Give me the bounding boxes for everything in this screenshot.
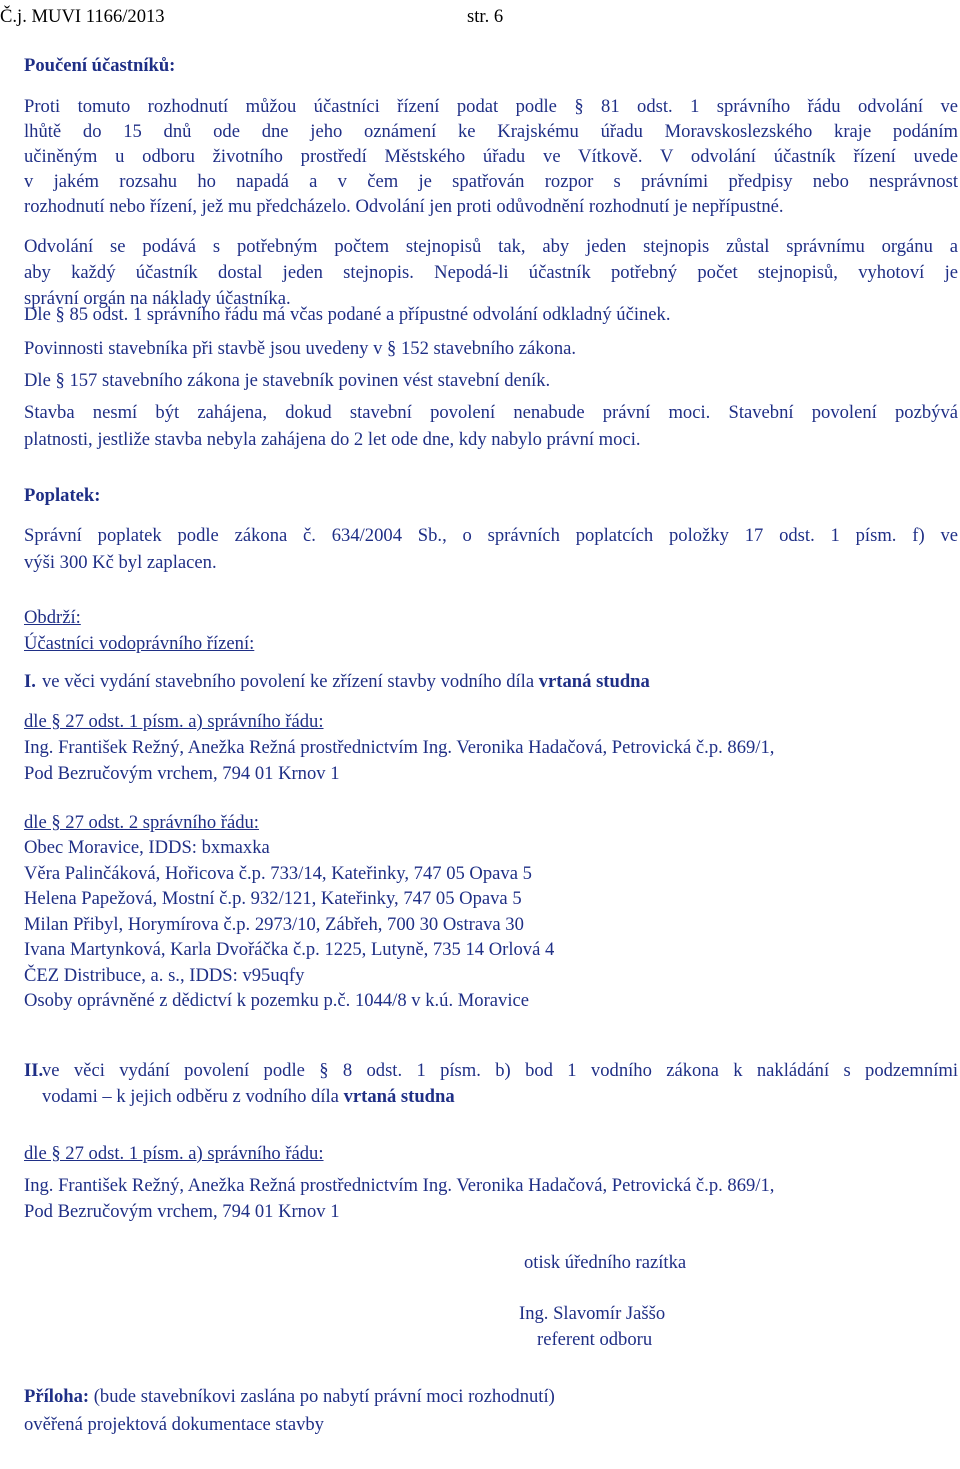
section-heading-obdrzi: Obdrží: xyxy=(24,607,81,628)
group-label-27-1a: dle § 27 odst. 1 písm. a) správního řádu: xyxy=(24,711,324,732)
recipient-list-a xyxy=(24,735,774,787)
section-ii-bold: vrtaná studna xyxy=(343,1086,455,1107)
paragraph-line: Správní poplatek podle zákona č. 634/2004 Sb., o správních poplatcích položky 17 odst. 1 písm. f) ve xyxy=(24,525,958,546)
paragraph-line: platnosti, jestliže stavba nebyla zahájena do 2 let ode dne, kdy nabylo právní moci. xyxy=(24,429,641,450)
paragraph-line: učiněným u odboru životního prostředí Městského úřadu ve Vítkově. V odvolání účastník řízení uvede xyxy=(24,146,958,167)
recipient-list-ii-a xyxy=(24,1173,774,1225)
recipient-line: Osoby oprávněné z dědictví k pozemku p.č. 1044/8 v k.ú. Moravice xyxy=(24,990,530,1011)
recipient-line: ČEZ Distribuce, a. s., IDDS: v95uqfy xyxy=(24,964,305,986)
section-ii-description xyxy=(42,1058,958,1110)
recipient-line: Obec Moravice, IDDS: bxmaxka xyxy=(24,837,270,858)
section-i-text: ve věci vydání stavebního povolení ke zřízení stavby vodního díla xyxy=(42,671,539,692)
paragraph-fee xyxy=(24,523,958,577)
page-number: str. 6 xyxy=(467,6,504,27)
attachment-label: Příloha: xyxy=(24,1386,90,1407)
recipient-line: Ing. František Režný, Anežka Režná prostřednictvím Ing. Veronika Hadačová, Petrovická č.p. 869/1, xyxy=(24,737,775,758)
paragraph-line: rozhodnutí nebo řízení, jež mu předcházelo. Odvolání jen proti odůvodnění rozhodnutí je nepřípustné. xyxy=(24,196,784,217)
recipient-line: Ivana Martynková, Karla Dvořáčka č.p. 1225, Lutyně, 735 14 Orlová 4 xyxy=(24,939,555,960)
section-ii-line1: ve věci vydání povolení podle § 8 odst. 1 písm. b) bod 1 vodního zákona k nakládání s podzemními xyxy=(42,1060,958,1081)
section-i-bold: vrtaná studna xyxy=(538,671,650,692)
signatory-name: Ing. Slavomír Jaššo xyxy=(519,1303,666,1324)
group-label-27-2: dle § 27 odst. 2 správního řádu: xyxy=(24,812,259,833)
paragraph-line: Proti tomuto rozhodnutí můžou účastníci řízení podat podle § 81 odst. 1 správního řádu odvolání ve xyxy=(24,96,958,117)
section-heading-pouceni: Poučení účastníků: xyxy=(24,55,176,76)
paragraph-line: správní orgán na náklady účastníka. xyxy=(24,288,291,309)
attachment-line xyxy=(24,1384,555,1409)
paragraph-builder-duties: Povinnosti stavebníka při stavbě jsou uvedeny v § 152 stavebního zákona. xyxy=(24,338,577,359)
section-number-i: I. xyxy=(24,671,36,692)
paragraph-copies xyxy=(24,234,958,312)
paragraph-appeal xyxy=(24,94,958,219)
recipient-line: Pod Bezručovým vrchem, 794 01 Krnov 1 xyxy=(24,1201,340,1222)
paragraph-suspensive: Dle § 85 odst. 1 správního řádu má včas podané a přípustné odvolání odkladný účinek. xyxy=(24,304,671,325)
recipient-line: Helena Papežová, Mostní č.p. 932/121, Kateřinky, 747 05 Opava 5 xyxy=(24,888,522,909)
recipient-list-b xyxy=(24,835,554,1014)
section-subheading-participants: Účastníci vodoprávního řízení: xyxy=(24,633,255,654)
recipient-line: Věra Palinčáková, Hořicova č.p. 733/14, Kateřinky, 747 05 Opava 5 xyxy=(24,862,532,884)
paragraph-line: v jakém rozsahu ho napadá a v čem je spatřován rozpor s právními předpisy nebo nesprávnost xyxy=(24,171,958,192)
section-number-ii: II. xyxy=(24,1060,44,1081)
paragraph-line: lhůtě do 15 dnů ode dne jeho oznámení ke Krajskému úřadu Moravskoslezského kraje podáním xyxy=(24,121,958,142)
attachment-note: (bude stavebníkovi zaslána po nabytí právní moci rozhodnutí) xyxy=(89,1386,555,1407)
recipient-line: Ing. František Režný, Anežka Režná prostřednictvím Ing. Veronika Hadačová, Petrovická č.p. 869/1, xyxy=(24,1175,775,1196)
paragraph-construction-log: Dle § 157 stavebního zákona je stavebník povinen vést stavební deník. xyxy=(24,370,551,391)
paragraph-line: Stavba nesmí být zahájena, dokud stavební povolení nenabude právní moci. Stavební povolení pozbývá xyxy=(24,402,958,423)
document-reference: Č.j. MUVI 1166/2013 xyxy=(0,6,165,27)
paragraph-validity xyxy=(24,400,958,454)
section-heading-poplatek: Poplatek: xyxy=(24,485,101,506)
group-label-ii-27-1a: dle § 27 odst. 1 písm. a) správního řádu: xyxy=(24,1143,324,1164)
section-ii-line2-text: vodami – k jejich odběru z vodního díla xyxy=(42,1086,344,1107)
attachment-item: ověřená projektová dokumentace stavby xyxy=(24,1414,324,1435)
paragraph-line: výši 300 Kč byl zaplacen. xyxy=(24,552,217,573)
recipient-line: Milan Přibyl, Horymírova č.p. 2973/10, Zábřeh, 700 30 Ostrava 30 xyxy=(24,913,524,935)
signatory-role: referent odboru xyxy=(537,1329,653,1350)
paragraph-line: aby každý účastník dostal jeden stejnopis. Nepodá-li účastník potřebný počet stejnopisů, vyhotoví je xyxy=(24,262,958,283)
stamp-note: otisk úředního razítka xyxy=(524,1252,687,1273)
paragraph-line: Odvolání se podává s potřebným počtem stejnopisů tak, aby jeden stejnopis zůstal správnímu orgánu a xyxy=(24,236,958,257)
recipient-line: Pod Bezručovým vrchem, 794 01 Krnov 1 xyxy=(24,763,340,784)
section-i-description xyxy=(42,669,650,694)
